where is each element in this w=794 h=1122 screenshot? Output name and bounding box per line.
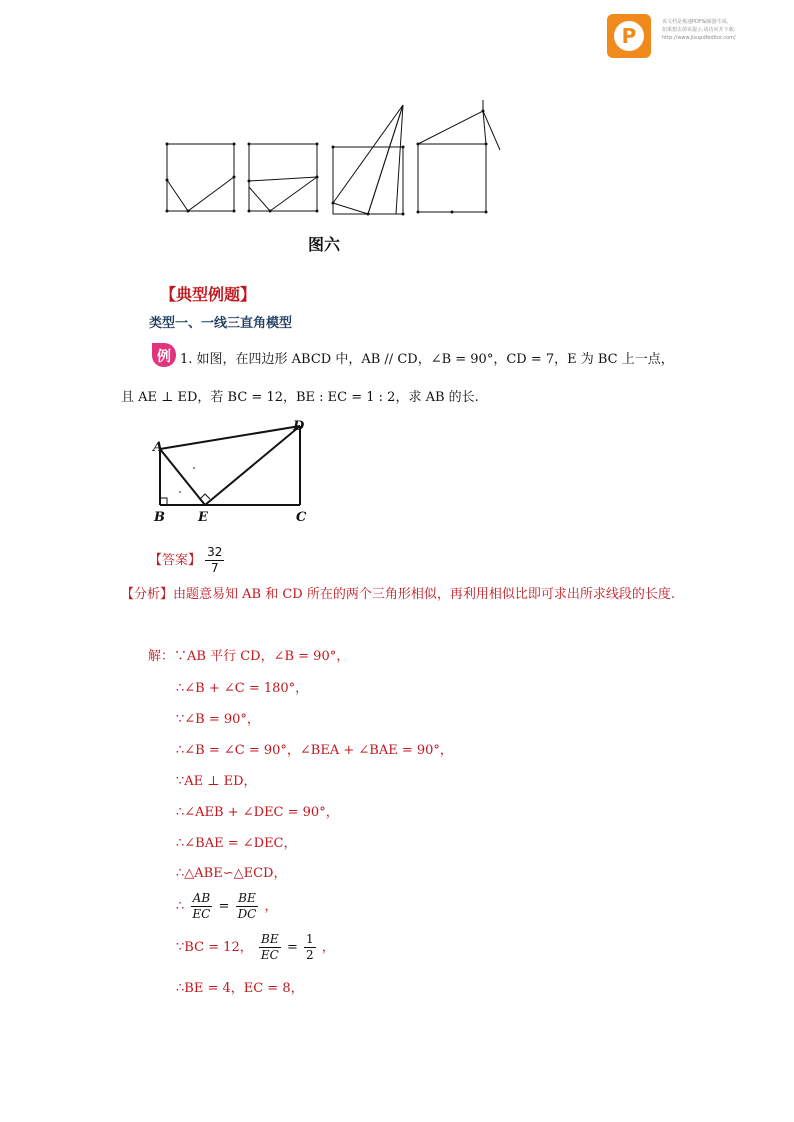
right-angle-e [200, 494, 210, 499]
watermark-note [662, 18, 782, 42]
equals-sign: = [286, 940, 298, 955]
solution-line: ∴∠B + ∠C = 180°， [176, 681, 309, 696]
answer-denominator: 7 [210, 561, 219, 575]
diagram-2 [248, 143, 319, 213]
fraction-numerator: 1 [306, 932, 314, 946]
ratio-prefix: ∴ [176, 899, 185, 914]
ratio-right-fraction [236, 891, 259, 922]
equals-sign: = [218, 899, 230, 914]
solution-line: ∴∠BAE = ∠DEC， [176, 836, 297, 851]
fraction-numerator: BE [238, 891, 256, 905]
vertex-label-d: D [293, 419, 305, 434]
fraction-numerator: AB [192, 891, 211, 905]
figure-caption: 图六 [308, 235, 341, 254]
diagram-4 [417, 100, 501, 214]
given-prefix: ∵BC = 12， [176, 940, 253, 955]
segment-ed [205, 426, 300, 505]
logo-letter: P [621, 24, 637, 48]
right-angle-b [160, 498, 167, 505]
solution-line: ∴△ABE∽△ECD， [176, 866, 287, 881]
watermark-line: 该文档是极速PDF编辑器生成, [662, 19, 729, 25]
problem-line-2: 且 AE ⊥ ED，若 BC = 12，BE : EC = 1 : 2，求 AB 的长. [121, 390, 479, 405]
example-badge-icon [151, 342, 177, 368]
solution-line: 解：∵AB 平行 CD，∠B = 90°， [148, 649, 350, 664]
analysis-label: 【分析】 [121, 587, 174, 602]
problem-line-1: 1. 如图，在四边形 ABCD 中，AB // CD，∠B = 90°，CD = 7，E 为 BC 上一点， [180, 352, 674, 367]
quadrilateral-figure [150, 412, 320, 527]
vertex-label-c: C [296, 510, 307, 525]
answer-block [149, 545, 224, 576]
solution-line: ∵AE ⊥ ED， [176, 774, 257, 789]
diagram-3 [332, 105, 405, 216]
given-end: ， [321, 940, 335, 955]
fraction-numerator: BE [261, 932, 279, 946]
answer-label: 【答案】 [149, 553, 202, 568]
solution-line: ∴∠B = ∠C = 90°，∠BEA + ∠BAE = 90°， [176, 743, 453, 758]
fraction-denominator: DC [237, 907, 257, 921]
solution-line: ∵∠B = 90°， [176, 712, 260, 727]
watermark-line: http://www.jisupdfeditor.com/ [662, 35, 736, 41]
vertex-label-b: B [154, 510, 165, 525]
section-title: 【典型例题】 [160, 285, 257, 304]
fraction-denominator: EC [192, 907, 211, 921]
vertex-label-a: A [153, 440, 164, 455]
ratio-left-fraction [190, 891, 212, 922]
example-badge-label: 例 [157, 349, 171, 365]
segment-ae [160, 449, 205, 505]
watermark-line: 如果想去掉该提示,请访问并下载: [662, 27, 736, 33]
diagram-1 [166, 143, 236, 213]
answer-fraction [205, 545, 224, 576]
example-badge [151, 342, 177, 368]
ratio-end: ， [264, 899, 278, 914]
pdf-editor-logo [607, 14, 651, 58]
solution-line: ∴∠AEB + ∠DEC = 90°， [176, 805, 339, 820]
answer-numerator: 32 [207, 545, 223, 559]
figure-six-diagrams [150, 95, 520, 225]
given-right-fraction [304, 932, 316, 963]
fraction-denominator: 2 [306, 948, 314, 962]
type-title: 类型一、一线三直角模型 [149, 316, 293, 331]
solution-line: ∴BE = 4，EC = 8， [176, 981, 304, 996]
analysis-block [121, 580, 681, 610]
analysis-text: 由题意易知 AB 和 CD 所在的两个三角形相似，再利用相似比即可求出所求线段的长度. [173, 587, 675, 602]
given-left-fraction [259, 932, 281, 963]
given-equation [176, 932, 335, 963]
fraction-denominator: EC [260, 948, 279, 962]
logo-p-icon [607, 14, 651, 58]
ratio-equation [176, 891, 278, 922]
segment-ad [160, 426, 300, 449]
vertex-label-e: E [198, 510, 208, 525]
